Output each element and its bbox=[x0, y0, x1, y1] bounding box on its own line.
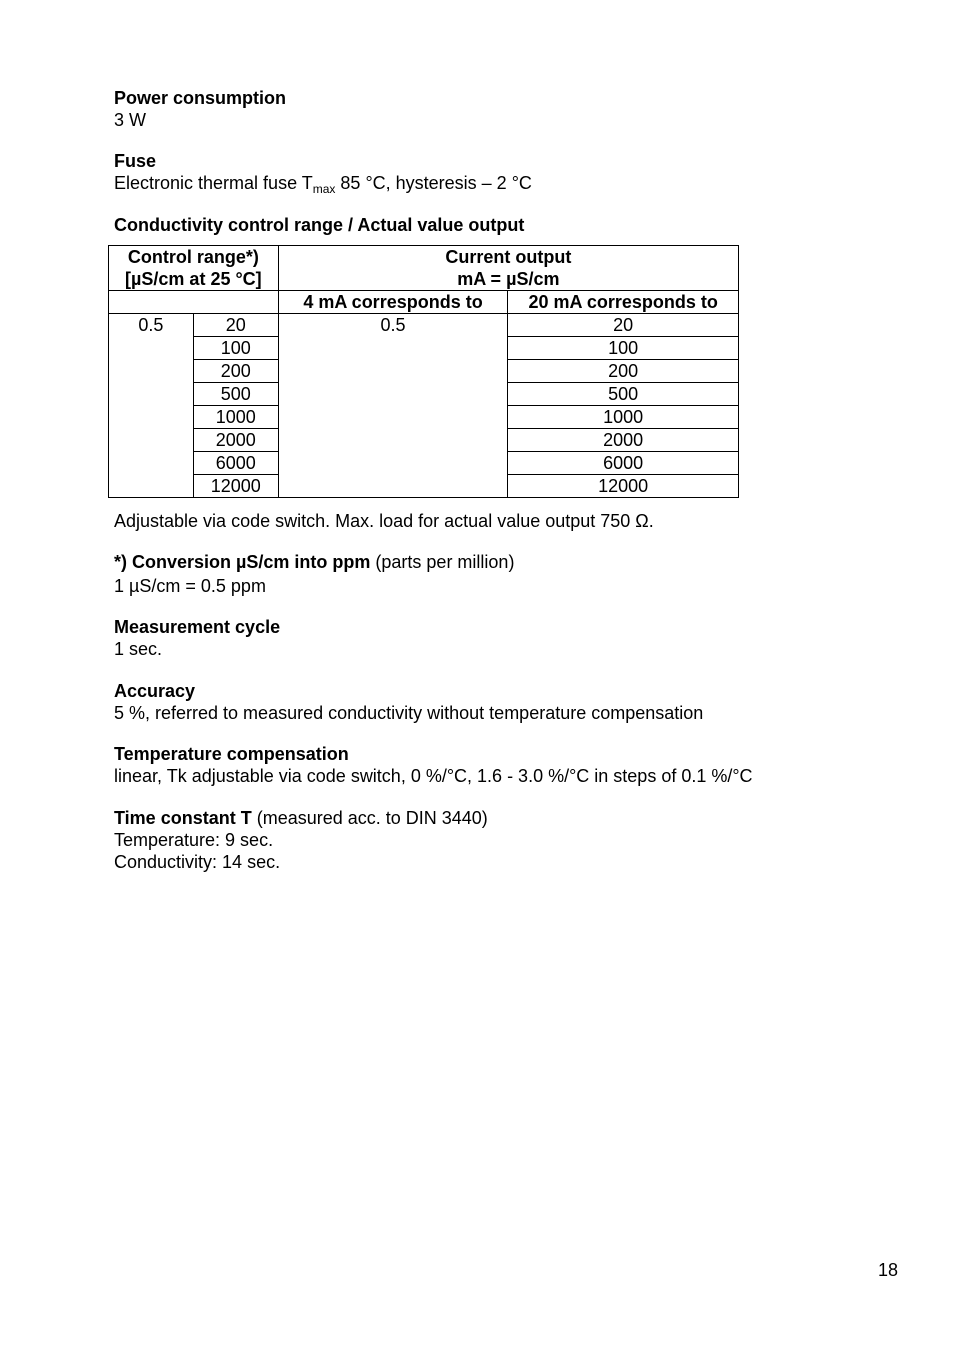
conversion-value: 1 µS/cm = 0.5 ppm bbox=[114, 576, 266, 596]
twenty-ma-cell: 500 bbox=[508, 383, 739, 406]
measurement-cycle-section bbox=[114, 616, 280, 660]
conductivity-heading: Conductivity control range / Actual value output bbox=[114, 215, 525, 235]
temp-comp-value: linear, Tk adjustable via code switch, 0 %/°C, 1.6 - 3.0 %/°C in steps of 0.1 %/°C bbox=[114, 766, 753, 786]
twenty-ma-cell: 6000 bbox=[508, 452, 739, 475]
time-constant-heading: Time constant T bbox=[114, 808, 252, 828]
power-heading: Power consumption bbox=[114, 88, 287, 108]
twenty-ma-cell: 100 bbox=[508, 337, 739, 360]
twenty-ma-cell: 200 bbox=[508, 360, 739, 383]
page-number: 18 bbox=[878, 1260, 899, 1280]
header-20ma: 20 mA corresponds to bbox=[508, 291, 739, 314]
fuse-subscript: max bbox=[312, 182, 336, 196]
twenty-ma-cell: 2000 bbox=[508, 429, 739, 452]
range-high-cell: 6000 bbox=[193, 452, 278, 475]
measurement-cycle-value: 1 sec. bbox=[114, 639, 163, 659]
fuse-heading: Fuse bbox=[114, 151, 157, 171]
range-high-cell: 500 bbox=[193, 383, 278, 406]
twenty-ma-cell: 12000 bbox=[508, 475, 739, 498]
four-ma-cell: 0.5 bbox=[278, 314, 508, 498]
control-range-header: Control range*) [µS/cm at 25 °C] bbox=[109, 246, 279, 291]
range-high-cell: 20 bbox=[193, 314, 278, 337]
conductivity-note: Adjustable via code switch. Max. load for actual value output 750 Ω. bbox=[114, 511, 654, 531]
measurement-cycle-heading: Measurement cycle bbox=[114, 617, 281, 637]
fuse-text-after: 85 °C, hysteresis – 2 °C bbox=[335, 173, 532, 193]
temp-comp-heading: Temperature compensation bbox=[114, 744, 349, 764]
range-low-cell: 0.5 bbox=[109, 314, 194, 498]
power-value: 3 W bbox=[114, 110, 147, 130]
header-4ma: 4 mA corresponds to bbox=[278, 291, 508, 314]
conductivity-table bbox=[108, 245, 739, 498]
power-section bbox=[114, 87, 286, 131]
range-high-cell: 1000 bbox=[193, 406, 278, 429]
time-constant-temperature: Temperature: 9 sec. bbox=[114, 830, 274, 850]
range-high-cell: 2000 bbox=[193, 429, 278, 452]
temp-comp-section bbox=[114, 743, 753, 787]
range-high-cell: 100 bbox=[193, 337, 278, 360]
range-high-cell: 200 bbox=[193, 360, 278, 383]
twenty-ma-cell: 1000 bbox=[508, 406, 739, 429]
accuracy-section bbox=[114, 680, 703, 724]
time-constant-conductivity: Conductivity: 14 sec. bbox=[114, 852, 281, 872]
fuse-text-before: Electronic thermal fuse T bbox=[114, 173, 313, 193]
conversion-heading-suffix: (parts per million) bbox=[370, 552, 515, 572]
accuracy-value: 5 %, referred to measured conductivity without temperature compensation bbox=[114, 703, 704, 723]
empty-header-cell bbox=[109, 291, 279, 314]
table-row bbox=[109, 314, 739, 337]
fuse-value bbox=[114, 172, 532, 194]
range-high-cell: 12000 bbox=[193, 475, 278, 498]
accuracy-heading: Accuracy bbox=[114, 681, 196, 701]
time-constant-heading-suffix: (measured acc. to DIN 3440) bbox=[251, 808, 488, 828]
current-output-header: Current output mA = µS/cm bbox=[278, 246, 738, 291]
time-constant-section bbox=[114, 807, 488, 873]
fuse-section bbox=[114, 150, 532, 194]
conversion-section bbox=[114, 551, 514, 597]
twenty-ma-cell: 20 bbox=[508, 314, 739, 337]
conversion-heading: *) Conversion µS/cm into ppm bbox=[114, 552, 371, 572]
